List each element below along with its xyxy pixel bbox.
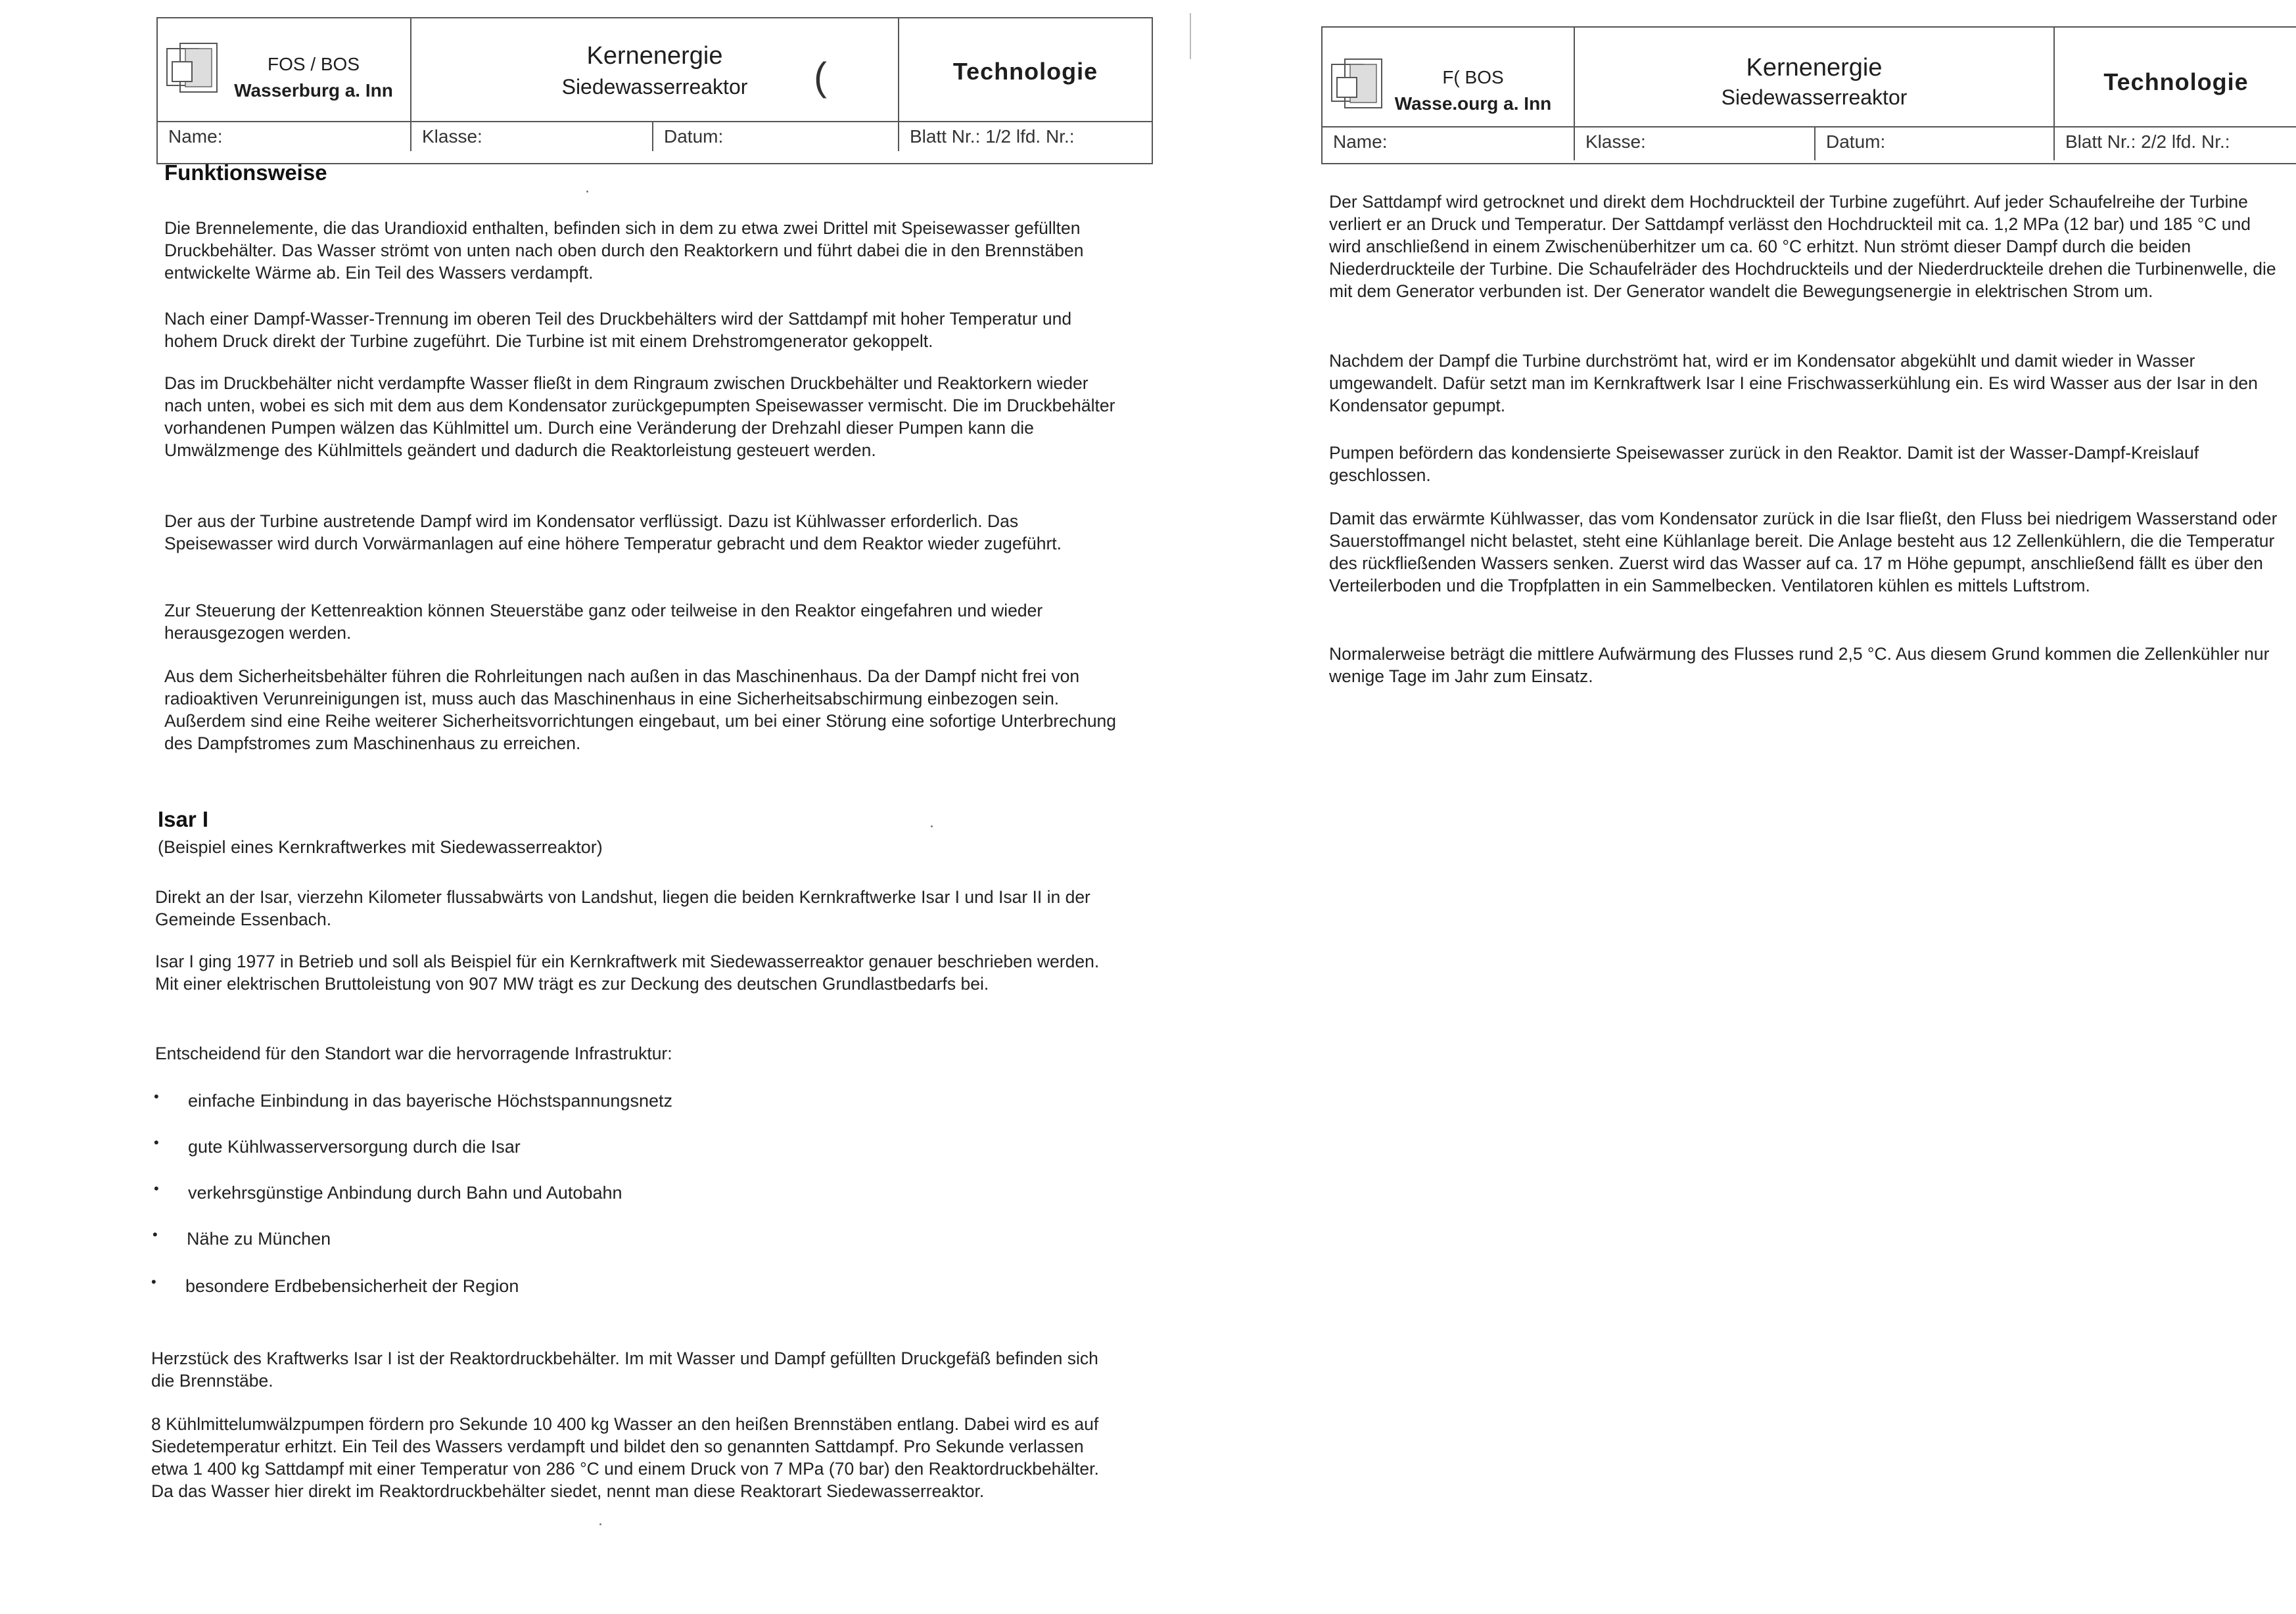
datum-label: Datum: [664,126,724,147]
document-subtitle: Siedewasserreaktor [561,75,748,99]
name-field [1323,127,1575,160]
bullet-icon: • [152,1226,158,1243]
school-name [1391,64,1555,117]
klasse-field [411,122,653,151]
isar-paragraph-3: Entscheidend für den Standort war die hervorragende Infrastruktur: [155,1044,672,1063]
blatt-field [899,122,1152,151]
header-fields-row [1323,127,2296,160]
isar-subtitle: (Beispiel eines Kernkraftwerkes mit Siedewasserreaktor) [158,837,603,857]
school-cell [158,18,411,121]
header-table [1321,26,2296,164]
bullet-icon: • [151,1274,156,1290]
blatt-label: Blatt Nr.: 2/2 lfd. Nr.: [2065,131,2230,152]
school-cell [1323,28,1575,126]
isar-paragraph-4: Herzstück des Kraftwerks Isar I ist der Reaktordruckbehälter. Im mit Wasser und Dampf gefüllten Druckgefäß befinden sich die Brennstäbe. [151,1349,1098,1391]
page2-paragraph-1: Der Sattdampf wird getrocknet und direkt dem Hochdruckteil der Turbine zugeführt. Auf jeder Schaufelreihe der Turbine verliert er an Druck und Temperatur. Der Sattdampf verlässt den Hochdruckteil mit ca. 1,2 MPa (12 bar) und 185 °C und wird anschließend in einem Zwischenüberhitzer um ca. 60 °C erhitzt. Nun strömt dieser Dampf durch die beiden Niederdruckteile der Turbine. Die Schaufelräder des Hochdruckteils und der Niederdruckteile drehen die Turbinenwelle, die mit dem Generator verbunden ist. Der Generator wandelt die Bewegungsenergie in elektrischen Strom um. [1329,192,2276,301]
header-top-row [1323,28,2296,127]
section-title-isar: Isar I [158,807,209,831]
scan-speck [931,825,933,827]
school-logo-icon [1330,58,1384,112]
funktionsweise-paragraph-3: Das im Druckbehälter nicht verdampfte Wasser fließt in dem Ringraum zwischen Druckbehälter und Reaktorkern wieder nach unten, wobei es sich mit dem aus dem Kondensator zurückgepumpten Speisewasser vermischt. Die im Druckbehälter vorhandenen Pumpen wälzen das Kühlmittel um. Durch eine Veränderung der Drehzahl dieser Pumpen kann die Umwälzmenge des Kühlmittels geändert und dadurch die Reaktorleistung gesteuert werden. [164,373,1115,460]
scan-speck [599,1523,601,1525]
datum-label: Datum: [1826,131,1886,152]
subject-label: Technologie [952,58,1098,85]
subject-label: Technologie [2103,68,2249,95]
name-label: Name: [168,126,223,147]
school-name [231,51,396,104]
bullet-icon: • [154,1088,159,1105]
school-line-2: Wasserburg a. Inn [234,80,393,101]
subject-cell [2055,28,2296,126]
title-cell [1575,28,2055,126]
funktionsweise-paragraph-2: Nach einer Dampf-Wasser-Trennung im oberen Teil des Druckbehälters wird der Sattdampf mit hoher Temperatur und hohem Druck direkt der Turbine zugeführt. Die Turbine ist mit einem Drehstromgenerator gekoppelt. [164,309,1072,351]
datum-field [653,122,899,151]
bullet-icon: • [154,1180,159,1197]
header-table [156,17,1153,164]
bullet-icon: • [154,1134,159,1151]
funktionsweise-paragraph-6: Aus dem Sicherheitsbehälter führen die Rohrleitungen nach außen in das Maschinenhaus. Da der Dampf nicht frei von radioaktiven Verunreinigungen ist, muss auch das Maschinenhaus in eine Sicherheitsabschirmung einbezogen sein. Außerdem sind eine Reihe weiterer Sicherheitsvorrichtungen eingebaut, um bei einer Störung eine sofortige Unterbrechung des Dampfstromes zum Maschinenhaus zu erreichen. [164,666,1117,753]
document-title: Kernenergie [586,42,723,70]
name-field [158,122,411,151]
datum-field [1816,127,2055,160]
header-top-row [158,18,1152,122]
document-subtitle: Siedewasserreaktor [1721,85,1908,109]
title-cell [411,18,899,121]
document-title: Kernenergie [1746,54,1883,81]
worksheet-page-1: FOS / BOS Wasserburg a. Inn Kernenergie Siedewasserreaktor ( Technologie Name: Klasse: Datum: Blatt Nr.: 1/2 lfd. Nr.: Funktionsweise Die Brennelemente, die das Urandioxid enthalten, befinden sich in dem zu etwa zwei Drittel mit Speisewasser gefüllten Druckbehälter. Das Wasser strömt von unten nach oben durch den Reaktorkern und führt dabei die in den Brennstäben entwickelte Wärme ab. Ein Teil des Wassers verdampft. Nach einer Dampf-Wasser-Trennung im oberen Teil des Druckbehälters wird der Sattdampf mit hoher Temperatur und hohem Druck direkt der Turbine zugeführt. Die Turbine ist mit einem Drehstromgenerator gekoppelt. Das im Druckbehälter nicht verdampfte Wasser fließt in dem Ringraum zwischen Druckbehälter und Reaktorkern wieder nach unten, wobei es sich mit dem aus dem Kondensator zurückgepumpten Speisewasser vermischt. Die im Druckbehälter vorhandenen Pumpen wälzen das Kühlmittel um. Durch eine Veränderung der Drehzahl dieser Pumpen kann die Umwälzmenge des Kühlmittels geändert und dadurch die Reaktorleistung gesteuert werden. Der aus der Turbine austretende Dampf wird im Kondensator verflüssigt. Dazu ist Kühlwasser erforderlich. Das Speisewasser wird durch Vorwärmanlagen auf eine höhere Temperatur gebracht und dem Reaktor wieder zugeführt. Zur Steuerung der Kettenreaktion können Steuerstäbe ganz oder teilweise in den Reaktor eingefahren und wieder herausgezogen werden. Aus dem Sicherheitsbehälter führen die Rohrleitungen nach außen in das Maschinenhaus. Da der Dampf nicht frei von radioaktiven Verunreinigungen ist, muss auch das Maschinenhaus in eine Sicherheitsabschirmung einbezogen sein. Außerdem sind eine Reihe weiterer Sicherheitsvorrichtungen eingebaut, um bei einer Störung eine sofortige Unterbrechung des Dampfstromes zum Maschinenhaus zu erreichen. Isar I (Beispiel eines Kernkraftwerkes mit Siedewasserreaktor) Direkt an der Isar, vierzehn Kilometer flussabwärts von Landshut, liegen die beiden Kernkraftwerke Isar I und Isar II in der Gemeinde Essenbach. Isar I ging 1977 in Betrieb und soll als Beispiel für ein Kernkraftwerk mit Siedewasserreaktor genauer beschrieben werden. Mit einer elektrischen Bruttoleistung von 907 MW trägt es zur Deckung des deutschen Grundlastbedarfs bei. Entscheidend für den Standort war die hervorragende Infrastruktur: • einfache Einbindung in das bayerische Höchstspannungsnetz • gute Kühlwasserversorgung durch die Isar • verkehrsgünstige Anbindung durch Bahn und Autobahn • Nähe zu München • besondere Erdbebensicherheit der Region Herzstück des Kraftwerks Isar I ist der Reaktordruckbehälter. Im mit Wasser und Dampf gefüllten Druckgefäß befinden sich die Brennstäbe. 8 Kühlmittelumwälzpumpen fördern pro Sekunde 10 400 kg Wasser an den heißen Brennstäben entlang. Dabei wird es auf Siedetemperatur erhitzt. Ein Teil des Wassers verdampft und bildet den so genannten Sattdampf. Pro Sekunde verlassen etwa 1 400 kg Sattdampf mit einer Temperatur von 286 °C und einem Druck von 7 MPa (70 bar) den Reaktordruckbehälter. Da das Wasser hier direkt im Reaktordruckbehälter siedet, nennt man diese Reaktorart Siedewasserreaktor. [0,0,1170,1614]
school-logo-icon [166,42,220,96]
blatt-label: Blatt Nr.: 1/2 lfd. Nr.: [910,126,1075,147]
name-label: Name: [1333,131,1388,152]
klasse-label: Klasse: [1585,131,1646,152]
school-line-2: Wasse.ourg a. Inn [1394,93,1552,114]
page2-paragraph-5: Normalerweise beträgt die mittlere Aufwärmung des Flusses rund 2,5 °C. Aus diesem Grund kommen die Zellenkühler nur wenige Tage im Jahr zum Einsatz. [1329,644,2270,686]
isar-paragraph-1: Direkt an der Isar, vierzehn Kilometer flussabwärts von Landshut, liegen die beiden Kernkraftwerke Isar I und Isar II in der Gemeinde Essenbach. [155,887,1090,929]
subject-cell [899,18,1152,121]
scan-speck [586,191,588,193]
funktionsweise-paragraph-4: Der aus der Turbine austretende Dampf wird im Kondensator verflüssigt. Dazu ist Kühlwasser erforderlich. Das Speisewasser wird durch Vorwärmanlagen auf eine höhere Temperatur gebracht und dem Reaktor wieder zugeführt. [164,511,1062,553]
klasse-field [1575,127,1816,160]
scan-mark-icon: ( [814,55,827,99]
klasse-label: Klasse: [422,126,482,147]
blatt-field [2055,127,2296,160]
school-line-1: FOS / BOS [267,54,360,74]
worksheet-page-2 [1170,0,2296,1614]
page2-paragraph-2: Nachdem der Dampf die Turbine durchströmt hat, wird er im Kondensator abgekühlt und damit wieder in Wasser umgewandelt. Dafür setzt man im Kernkraftwerk Isar I eine Frischwasserkühlung ein. Es wird Wasser aus der Isar in den Kondensator gepumpt. [1329,351,2258,415]
isar-paragraph-2: Isar I ging 1977 in Betrieb und soll als Beispiel für ein Kernkraftwerk mit Siedewasserreaktor genauer beschrieben werden. Mit einer elektrischen Bruttoleistung von 907 MW trägt es zur Deckung des deutschen Grundlastbedarfs bei. [155,952,1100,994]
funktionsweise-paragraph-5: Zur Steuerung der Kettenreaktion können Steuerstäbe ganz oder teilweise in den Reaktor eingefahren und wieder herausgezogen werden. [164,601,1043,643]
funktionsweise-paragraph-1: Die Brennelemente, die das Urandioxid enthalten, befinden sich in dem zu etwa zwei Drittel mit Speisewasser gefüllten Druckbehälter. Das Wasser strömt von unten nach oben durch den Reaktorkern und führt dabei die in den Brennstäben entwickelte Wärme ab. Ein Teil des Wassers verdampft. [164,218,1084,283]
page2-paragraph-4: Damit das erwärmte Kühlwasser, das vom Kondensator zurück in die Isar fließt, den Fluss bei niedrigem Wasserstand oder Sauerstoffmangel nicht belastet, steht eine Kühlanlage bereit. Die Anlage besteht aus 12 Zellenkühlern, die die Temperatur des rückfließenden Wassers senken. Zuerst wird das Wasser auf ca. 17 m Höhe gepumpt, anschließend fällt es über den Verteilerboden und die Tropfplatten in ein Sammelbecken. Ventilatoren kühlen es mittels Luftstrom. [1329,509,2278,595]
page2-paragraph-3: Pumpen befördern das kondensierte Speisewasser zurück in den Reaktor. Damit ist der Wasser-Dampf-Kreislauf geschlossen. [1329,443,2199,485]
school-line-1: F( BOS [1442,67,1504,87]
header-fields-row [158,122,1152,151]
isar-paragraph-5: 8 Kühlmittelumwälzpumpen fördern pro Sekunde 10 400 kg Wasser an den heißen Brennstäben entlang. Dabei wird es auf Siedetemperatur erhitzt. Ein Teil des Wassers verdampft und bildet den so genannten Sattdampf. Pro Sekunde verlassen etwa 1 400 kg Sattdampf mit einer Temperatur von 286 °C und einem Druck von 7 MPa (70 bar) den Reaktordruckbehälter. Da das Wasser hier direkt im Reaktordruckbehälter siedet, nennt man diese Reaktorart Siedewasserreaktor. [151,1414,1099,1501]
section-title-funktionsweise: Funktionsweise [164,160,327,185]
